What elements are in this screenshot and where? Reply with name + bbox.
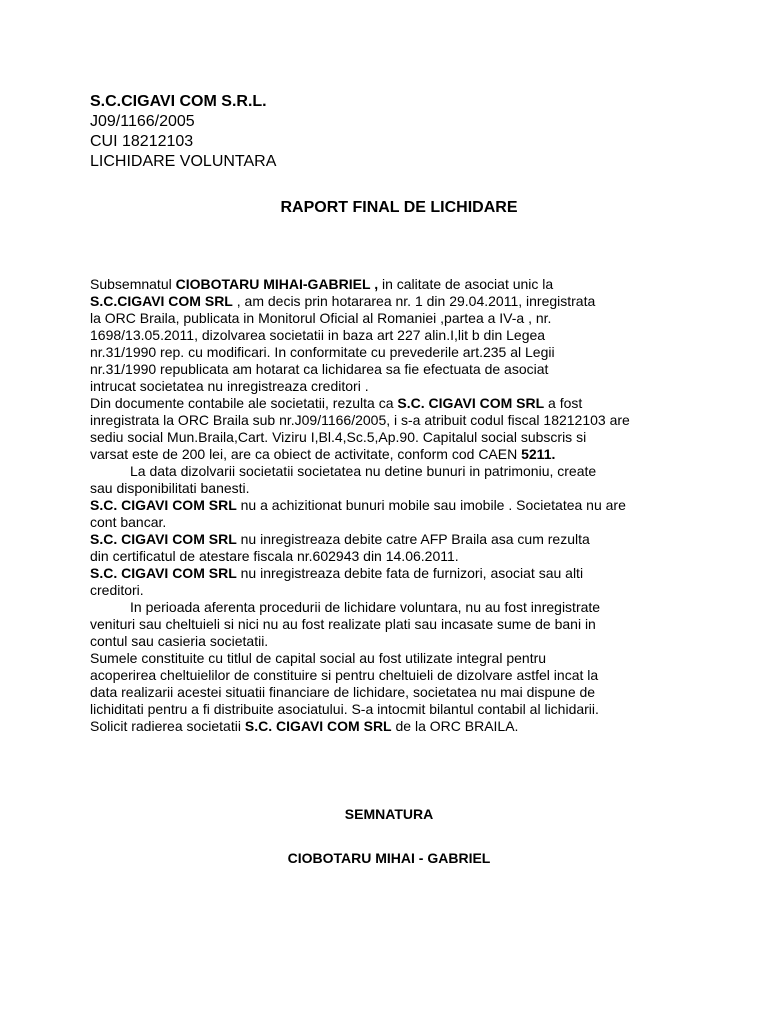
body-line: nr.31/1990 rep. cu modificari. In conformitate cu prevederile art.235 al Legii [90,344,555,360]
body-line: lichiditati pentru a fi distribuite asociatului. S-a intocmit bilantul contabil al lichidarii. [90,701,599,717]
body-line: cont bancar. [90,514,167,530]
document-body [90,276,690,735]
body-line: intrucat societatea nu inregistreaza creditori . [90,378,369,394]
signature-label: SEMNATURA [344,806,434,822]
body-line: S.C. CIGAVI COM SRL nu a achizitionat bunuri mobile sau imobile . Societatea nu are [90,497,626,513]
body-line: sau disponibilitati banesti. [90,480,250,496]
body-line: creditori. [90,582,144,598]
body-line: inregistrata la ORC Braila sub nr.J09/1166/2005, i s-a atribuit codul fiscal 18212103 are [90,412,630,428]
body-line: sediu social Mun.Braila,Cart. Viziru I,Bl.4,Sc.5,Ap.90. Capitalul social subscris si [90,429,587,445]
body-line: contul sau casieria societatii. [90,633,269,649]
company-header [90,92,276,172]
body-line: la ORC Braila, publicata in Monitorul Oficial al Romaniei ,partea a IV-a , nr. [90,310,552,326]
body-line: acoperirea cheltuielilor de constituire si pentru cheltuieli de dizolvare astfel incat la [90,667,599,683]
body-line: In perioada aferenta procedurii de lichidare voluntara, nu au fost inregistrate [130,599,601,615]
body-line: Din documente contabile ale societatii, rezulta ca S.C. CIGAVI COM SRL a fost [90,395,583,411]
registration-number: J09/1166/2005 [90,113,195,130]
body-line: data realizarii acestei situatii financiare de lichidare, societatea nu mai dispune de [90,684,596,700]
company-name-inline: S.C. CIGAVI COM SRL [397,395,545,411]
body-line: venituri sau cheltuieli si nici nu au fost realizate plati sau incasate sume de bani in [90,616,596,632]
liquidation-status: LICHIDARE VOLUNTARA [90,153,277,170]
body-line: S.C. CIGAVI COM SRL nu inregistreaza debite catre AFP Braila asa cum rezulta [90,531,590,547]
body-line: La data dizolvarii societatii societatea nu detine bunuri in patrimoniu, create [130,463,597,479]
body-line: 1698/13.05.2011, dizolvarea societatii in baza art 227 alin.I,lit b din Legea [90,327,546,343]
company-name: S.C.CIGAVI COM S.R.L. [90,93,267,110]
body-line: S.C.CIGAVI COM SRL , am decis prin hotararea nr. 1 din 29.04.2011, inregistrata [90,293,596,309]
body-line: Sumele constituite cu titlul de capital social au fost utilizate integral pentru [90,650,547,666]
body-line: Solicit radierea societatii S.C. CIGAVI COM SRL de la ORC BRAILA. [90,718,519,734]
company-name-inline: S.C. CIGAVI COM SRL [90,565,237,581]
company-name-inline: S.C.CIGAVI COM SRL [90,293,233,309]
caen-code: 5211. [521,446,556,462]
company-name-inline: S.C. CIGAVI COM SRL [244,718,392,734]
body-line: varsat este de 200 lei, are ca obiect de activitate, conform cod CAEN 5211. [90,446,556,462]
body-line: nr.31/1990 republicata am hotarat ca lichidarea sa fie efectuata de asociat [90,361,549,377]
body-line: din certificatul de atestare fiscala nr.602943 din 14.06.2011. [90,548,459,564]
company-name-inline: S.C. CIGAVI COM SRL [90,497,237,513]
body-line: S.C. CIGAVI COM SRL nu inregistreaza debite fata de furnizori, asociat sau alti [90,565,584,581]
cui-number: CUI 18212103 [90,133,194,150]
document-title: RAPORT FINAL DE LICHIDARE [280,199,518,216]
signer-name-inline: CIOBOTARU MIHAI-GABRIEL , [175,276,379,292]
company-name-inline: S.C. CIGAVI COM SRL [90,531,237,547]
body-line: Subsemnatul CIOBOTARU MIHAI-GABRIEL , in calitate de asociat unic la [90,276,554,292]
signer-name: CIOBOTARU MIHAI - GABRIEL [287,850,491,866]
